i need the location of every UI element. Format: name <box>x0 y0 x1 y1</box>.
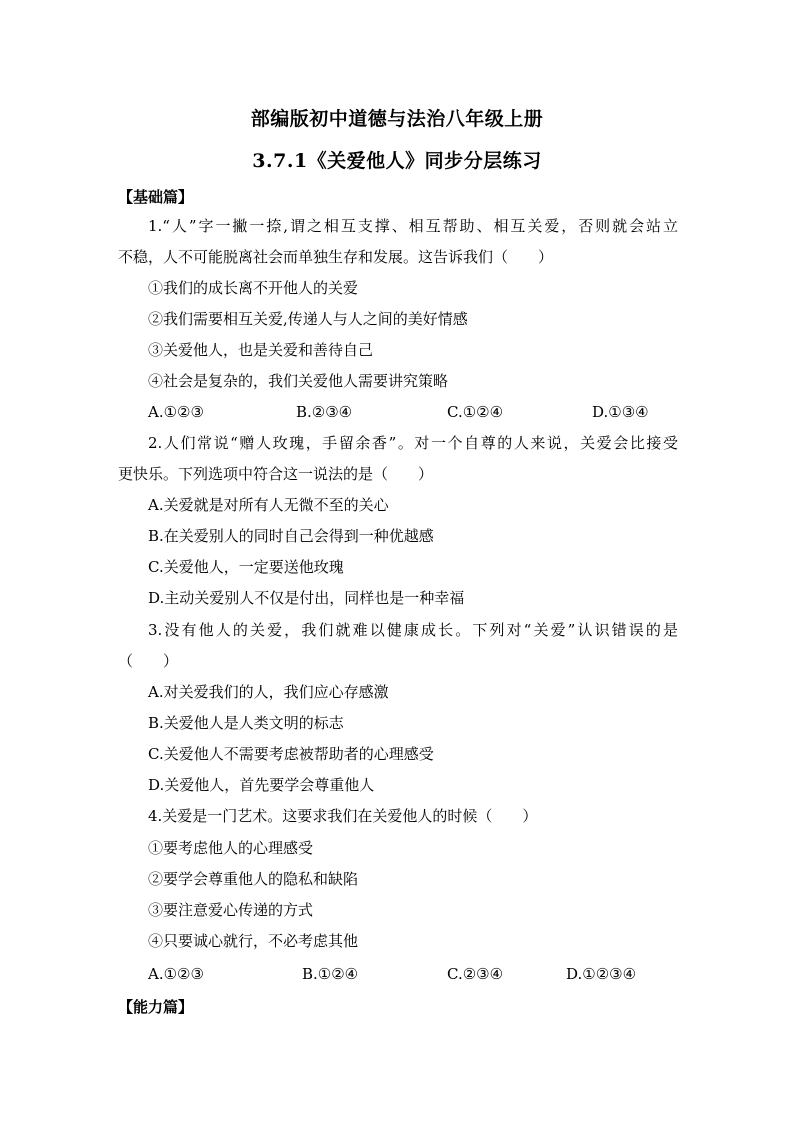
option-d: D.①②③④ <box>566 965 637 983</box>
question-4-item: ③要注意爱心传递的方式 <box>148 901 314 919</box>
question-3-option: B.关爱他人是人类文明的标志 <box>148 714 344 732</box>
question-2-line-2: 更快乐。下列选项中符合这一说法的是（ ） <box>118 465 434 483</box>
question-1-item: ③关爱他人，也是关爱和善待自己 <box>148 341 374 359</box>
question-4-item: ①要考虑他人的心理感受 <box>148 839 314 857</box>
section-heading-ability: 【能力篇】 <box>118 998 194 1016</box>
option-b: B.①②④ <box>302 965 359 983</box>
question-1-line-1: 1.“人”字一撇一捺,谓之相互支撑、相互帮助、相互关爱，否则就会站立 <box>148 217 678 235</box>
question-1-item: ②我们需要相互关爱,传递人与人之间的美好情感 <box>148 310 468 328</box>
option-a: A.①②③ <box>148 403 204 421</box>
question-1-line-2: 不稳，人不可能脱离社会而单独生存和发展。这告诉我们（ ） <box>118 248 554 266</box>
option-a: A.①②③ <box>148 965 204 983</box>
option-b: B.②③④ <box>296 403 353 421</box>
question-4-item: ②要学会尊重他人的隐私和缺陷 <box>148 870 359 888</box>
question-2-option: B.在关爱别人的同时自己会得到一种优越感 <box>148 527 434 545</box>
page-title: 部编版初中道德与法治八年级上册 <box>250 108 544 130</box>
question-3-line-1: 3.没有他人的关爱，我们就难以健康成长。下列对“关爱”认识错误的是 <box>148 621 678 639</box>
option-c: C.②③④ <box>447 965 504 983</box>
page-subtitle: 3.7.1《关爱他人》同步分层练习 <box>252 150 542 172</box>
question-3-option: D.关爱他人，首先要学会尊重他人 <box>148 776 375 794</box>
option-c: C.①②④ <box>447 403 504 421</box>
question-3-option: A.对关爱我们的人，我们应心存感激 <box>148 683 389 701</box>
question-1-item: ④社会是复杂的，我们关爱他人需要讲究策略 <box>148 372 449 390</box>
question-2-line-1: 2.人们常说“赠人玫瑰，手留余香”。对一个自尊的人来说，关爱会比接受 <box>148 434 678 452</box>
question-2-option: A.关爱就是对所有人无微不至的关心 <box>148 496 389 514</box>
question-3-line-2: （ ） <box>118 652 179 670</box>
question-4-item: ④只要诚心就行，不必考虑其他 <box>148 932 359 950</box>
question-2-option: C.关爱他人，一定要送他玫瑰 <box>148 558 344 576</box>
section-heading-basic: 【基础篇】 <box>118 188 194 206</box>
question-1-item: ①我们的成长离不开他人的关爱 <box>148 279 359 297</box>
option-d: D.①③④ <box>592 403 649 421</box>
question-3-option: C.关爱他人不需要考虑被帮助者的心理感受 <box>148 745 434 763</box>
question-4-line-1: 4.关爱是一门艺术。这要求我们在关爱他人的时候（ ） <box>148 807 538 825</box>
question-2-option: D.主动关爱别人不仅是付出，同样也是一种幸福 <box>148 589 465 607</box>
